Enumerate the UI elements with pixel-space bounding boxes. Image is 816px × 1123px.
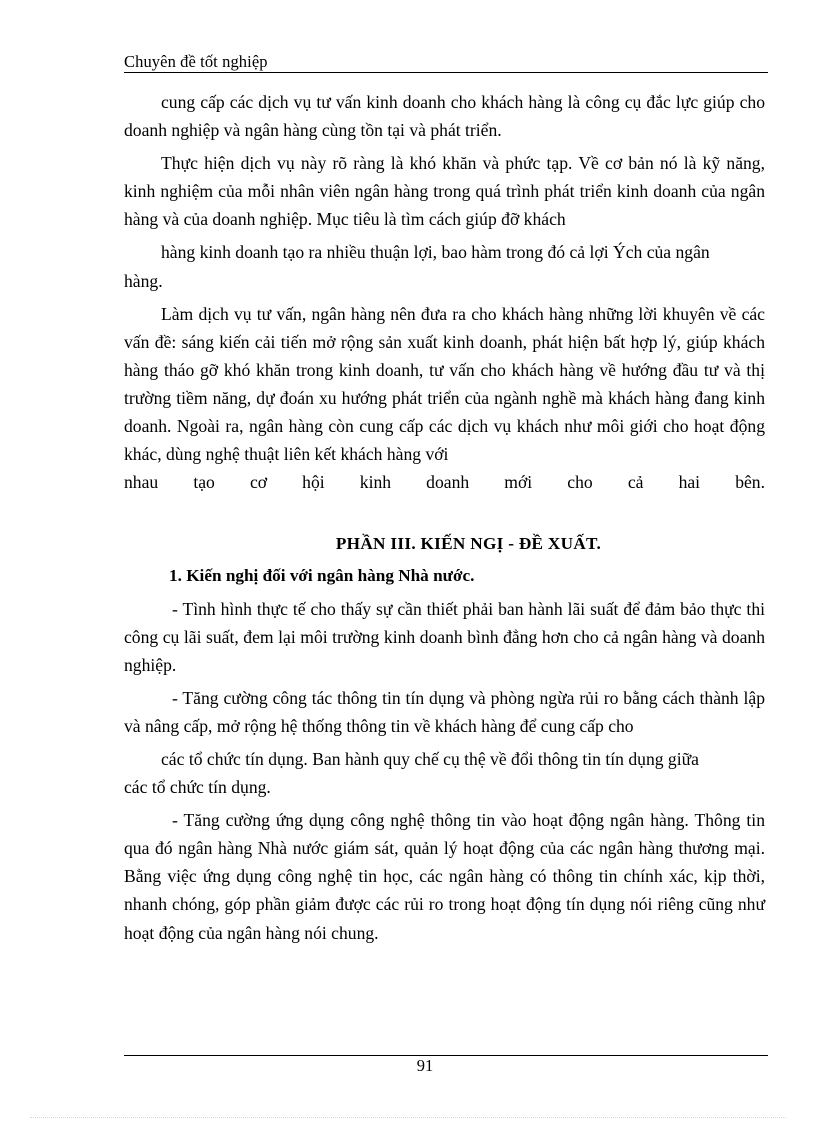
recommendation-credit-info-end: các tổ chức tín dụng. [124, 777, 271, 798]
header-title: Chuyên đề tốt nghiệp [124, 52, 268, 71]
recommendation-interest-rate: - Tình hình thực tế cho thấy sự cần thiết phải ban hành lãi suất để đảm bảo thực thi công cụ lãi suất, đem lại môi trường kinh doanh bình đẳng hơn cho cả ngân hàng và doanh nghiệp. [124, 598, 765, 675]
paragraph-service-difficulty: Thực hiện dịch vụ này rõ ràng là khó khăn và phức tạp. Về cơ bản nó là kỹ năng, kinh nghiệm của mỗi nhân viên ngân hàng trong quá trình phát triển kinh doanh của ngân hàng và của doanh nghiệp. Mục tiêu là tìm cách giúp đỡ khách [124, 153, 765, 230]
recommendation-it-application: - Tăng cường ứng dụng công nghệ thông tin vào hoạt động ngân hàng. Thông tin qua đó ngân hàng Nhà nước giám sát, quản lý hoạt động của các ngân hàng thương mại. Bằng việc ứng dụng công nghệ tin học, các ngân hàng có thông tin chính xác, kịp thời, nhanh chóng, góp phần giảm được các rủi ro trong hoạt động tín dụng nói riêng cũng như hoạt động của ngân hàng nói chung. [124, 810, 765, 943]
paragraph-consulting-intro: cung cấp các dịch vụ tư vấn kinh doanh cho khách hàng là công cụ đắc lực giúp cho doanh nghiệp và ngân hàng cùng tồn tại và phát triển. [124, 92, 765, 141]
section-subtitle: 1. Kiến nghị đối với ngân hàng Nhà nước. [169, 566, 475, 586]
paragraph-consulting-advice: Làm dịch vụ tư vấn, ngân hàng nên đưa ra cho khách hàng những lời khuyên về các vấn đề: sáng kiến cải tiến mở rộng sản xuất kinh doanh, phát hiện bất hợp lý, giúp khách hàng tháo gỡ khó khăn trong kinh doanh, tư vấn cho khách hàng về hướng đầu tư và thị trường tiềm năng, dự đoán xu hướng phát triển của ngành nghề mà khách hàng đang kinh doanh. Ngoài ra, ngân hàng còn cung cấp các dịch vụ khách như môi giới cho hoạt động khác, dùng nghệ thuật liên kết khách hàng với [124, 303, 765, 465]
section-title: PHẦN III. KIẾN NGỊ - ĐỀ XUẤT. [335, 534, 602, 554]
recommendation-credit-info: - Tăng cường công tác thông tin tín dụng và phòng ngừa rủi ro bằng cách thành lập và nâng cấp, mở rộng hệ thống thông tin về khách hàng để cung cấp cho [124, 687, 765, 736]
page-bottom-divider [30, 1117, 786, 1118]
paragraph-consulting-advice-end: nhau tạo cơ hội kinh doanh mới cho cả hai bên. [124, 472, 765, 493]
page-number: 91 [416, 1056, 434, 1075]
paragraph-service-difficulty-continued: hàng kinh doanh tạo ra nhiều thuận lợi, bao hàm trong đó cả lợi Ých của ngân [161, 242, 710, 263]
paragraph-service-difficulty-end: hàng. [124, 270, 163, 291]
document-body [124, 88, 765, 947]
recommendation-credit-info-continued: các tổ chức tín dụng. Ban hành quy chế cụ thệ về đổi thông tin tín dụng giữa [161, 748, 699, 769]
page-header [124, 50, 768, 73]
